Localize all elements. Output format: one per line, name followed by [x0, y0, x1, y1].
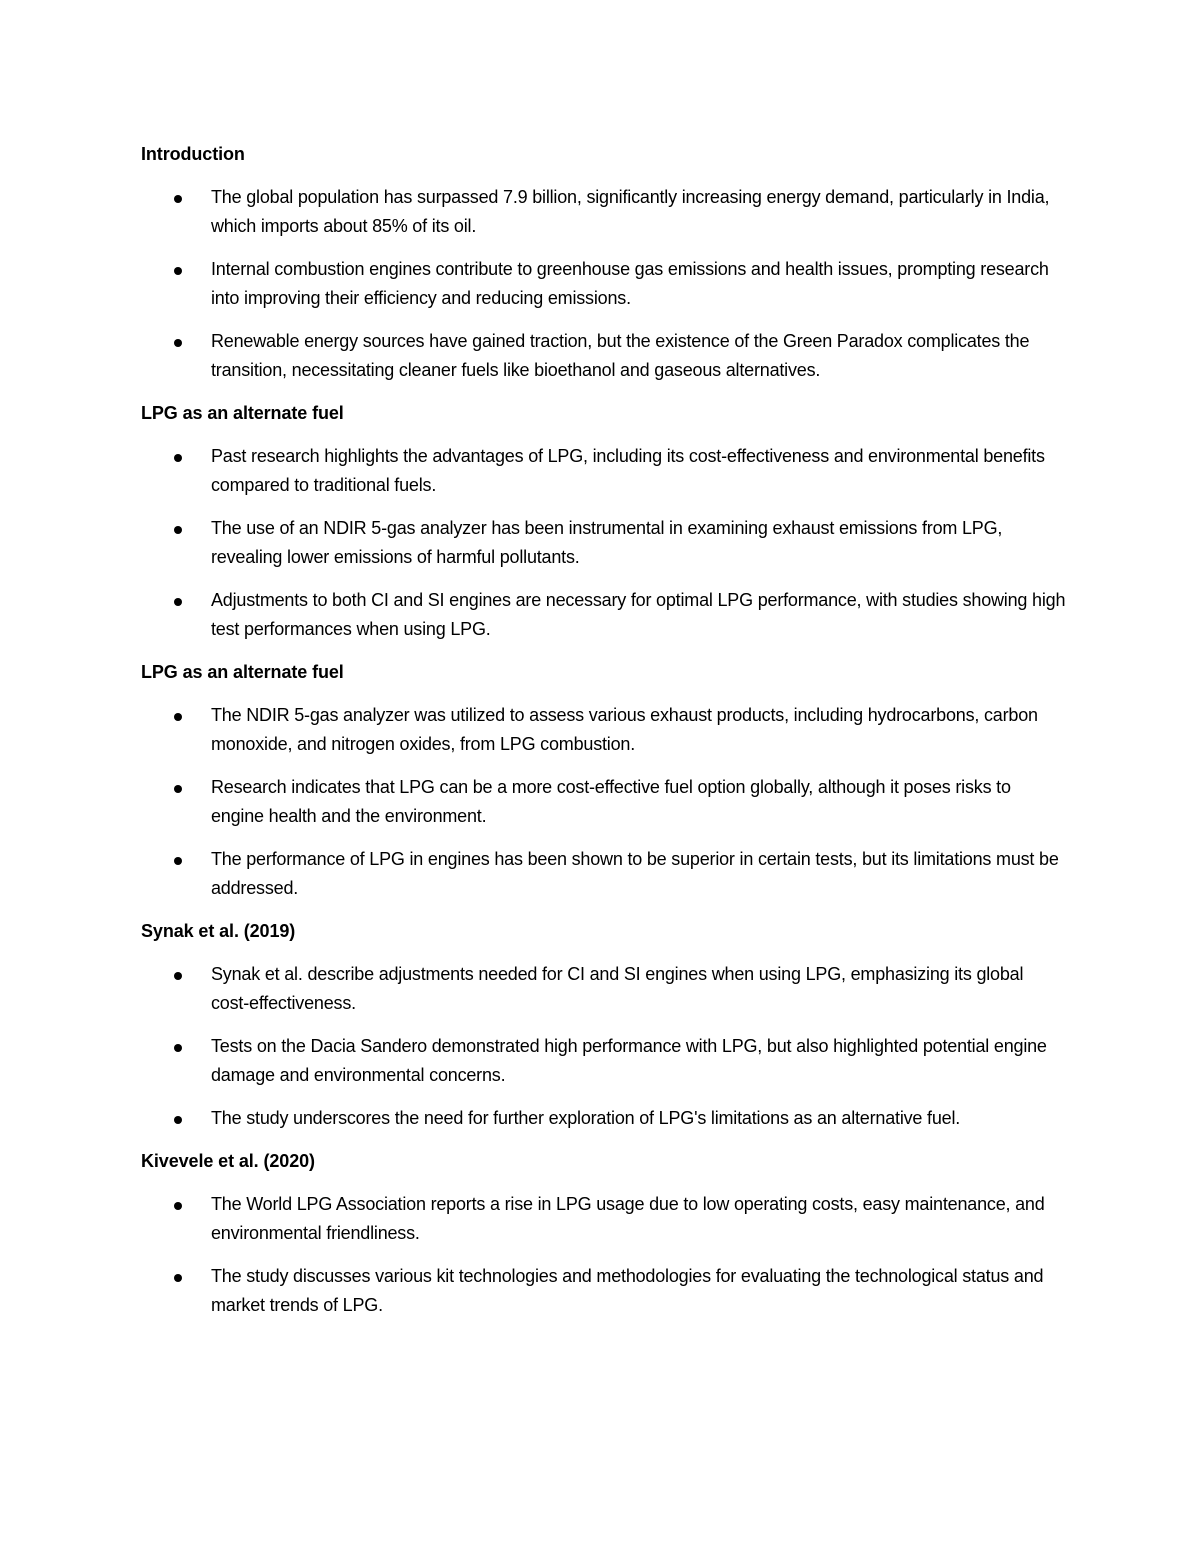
document-page [141, 140, 1066, 1334]
list-item [141, 1032, 1066, 1090]
section-heading: Kivevele et al. (2020) [141, 1151, 315, 1171]
section-heading: Synak et al. (2019) [141, 921, 296, 941]
bullet-list [141, 960, 1066, 1133]
section-synak-2019 [141, 917, 1066, 1133]
bullet-icon [174, 267, 182, 275]
list-item [141, 845, 1066, 903]
bullet-text: Adjustments to both CI and SI engines are necessary for optimal LPG performance, with studies showing high test performances when using LPG. [211, 590, 1066, 639]
bullet-text: Past research highlights the advantages of LPG, including its cost-effectiveness and environmental benefits compared to traditional fuels. [211, 446, 1045, 495]
section-kivevele-2020 [141, 1147, 1066, 1320]
bullet-list [141, 442, 1066, 644]
bullet-icon [174, 713, 182, 721]
bullet-icon [174, 857, 182, 865]
bullet-icon [174, 598, 182, 606]
section-lpg-alternate-fuel-2 [141, 658, 1066, 903]
list-item [141, 1104, 1066, 1133]
list-item [141, 442, 1066, 500]
bullet-text: The World LPG Association reports a rise in LPG usage due to low operating costs, easy maintenance, and environmental friendliness. [211, 1194, 1045, 1243]
bullet-text: The performance of LPG in engines has been shown to be superior in certain tests, but its limitations must be addressed. [211, 849, 1059, 898]
bullet-text: The use of an NDIR 5-gas analyzer has been instrumental in examining exhaust emissions from LPG, revealing lower emissions of harmful pollutants. [211, 518, 1003, 567]
bullet-list [141, 183, 1066, 385]
bullet-icon [174, 454, 182, 462]
bullet-icon [174, 1116, 182, 1124]
section-introduction [141, 140, 1066, 385]
bullet-icon [174, 526, 182, 534]
bullet-text: Tests on the Dacia Sandero demonstrated high performance with LPG, but also highlighted potential engine damage and environmental concerns. [211, 1036, 1047, 1085]
bullet-text: Internal combustion engines contribute to greenhouse gas emissions and health issues, prompting research into improving their efficiency and reducing emissions. [211, 259, 1049, 308]
list-item [141, 183, 1066, 241]
bullet-icon [174, 785, 182, 793]
bullet-icon [174, 339, 182, 347]
bullet-text: Synak et al. describe adjustments needed for CI and SI engines when using LPG, emphasizing its global cost-effectiveness. [211, 964, 1024, 1013]
list-item [141, 773, 1066, 831]
list-item [141, 1190, 1066, 1248]
list-item [141, 960, 1066, 1018]
bullet-text: Research indicates that LPG can be a more cost-effective fuel option globally, although it poses risks to engine health and the environment. [211, 777, 1011, 826]
list-item [141, 586, 1066, 644]
list-item [141, 327, 1066, 385]
bullet-icon [174, 1202, 182, 1210]
section-lpg-alternate-fuel-1 [141, 399, 1066, 644]
section-heading: LPG as an alternate fuel [141, 662, 344, 682]
section-heading: Introduction [141, 144, 245, 164]
bullet-icon [174, 1044, 182, 1052]
list-item [141, 514, 1066, 572]
bullet-text: The study discusses various kit technologies and methodologies for evaluating the technological status and market trends of LPG. [211, 1266, 1044, 1315]
bullet-icon [174, 1274, 182, 1282]
bullet-text: The study underscores the need for further exploration of LPG's limitations as an alternative fuel. [211, 1108, 961, 1128]
bullet-text: Renewable energy sources have gained traction, but the existence of the Green Paradox complicates the transition, necessitating cleaner fuels like bioethanol and gaseous alternatives. [211, 331, 1030, 380]
list-item [141, 1262, 1066, 1320]
bullet-list [141, 701, 1066, 903]
list-item [141, 701, 1066, 759]
section-heading: LPG as an alternate fuel [141, 403, 344, 423]
list-item [141, 255, 1066, 313]
bullet-icon [174, 195, 182, 203]
bullet-list [141, 1190, 1066, 1320]
bullet-text: The global population has surpassed 7.9 billion, significantly increasing energy demand, particularly in India, which imports about 85% of its oil. [211, 187, 1050, 236]
bullet-text: The NDIR 5-gas analyzer was utilized to assess various exhaust products, including hydrocarbons, carbon monoxide, and nitrogen oxides, from LPG combustion. [211, 705, 1038, 754]
bullet-icon [174, 972, 182, 980]
